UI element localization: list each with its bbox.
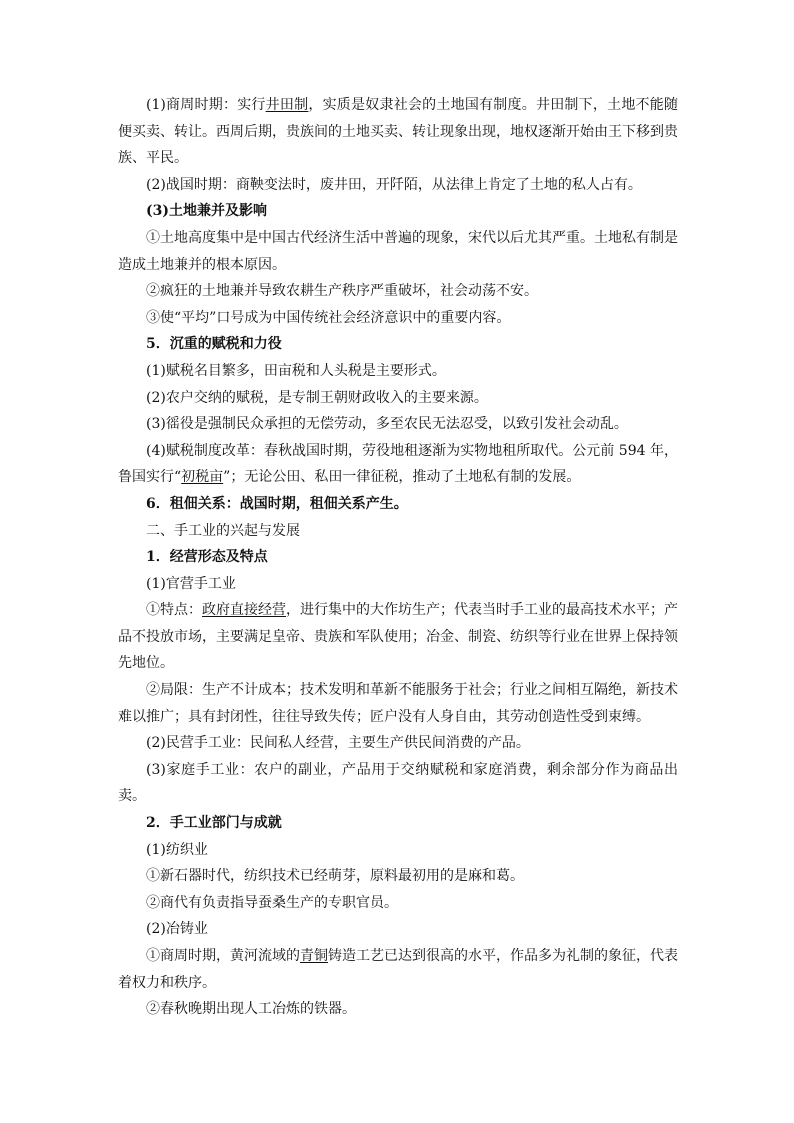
text-run: (1)赋税名目繁多，田亩税和人头税是主要形式。 <box>146 362 446 379</box>
paragraph <box>118 358 678 385</box>
text-run: ①新石器时代，纺织技术已经萌芽，原料最初用的是麻和葛。 <box>146 868 524 885</box>
paragraph <box>118 916 678 943</box>
paragraph <box>118 92 678 172</box>
text-run: (3)土地兼并及影响 <box>146 203 267 220</box>
text-run: (2)战国时期：商鞅变法时，废井田，开阡陌，从法律上肯定了土地的私人占有。 <box>146 176 642 193</box>
text-run: ②疯狂的土地兼并导致农耕生产秩序严重破坏，社会动荡不安。 <box>146 283 538 300</box>
underlined-term: 青铜 <box>300 948 328 964</box>
underlined-term: 政府直接经营 <box>202 602 286 619</box>
text-run: ③使“平均”口号成为中国传统社会经济意识中的重要内容。 <box>146 309 511 326</box>
text-run: 6．租佃关系：战国时期，租佃关系产生。 <box>146 495 408 512</box>
paragraph <box>118 278 678 305</box>
text-run: ①土地高度集中是中国古代经济生活中普遍的现象，宋代以后尤其严重。土地私有制是造成土地兼并的根本原因。 <box>118 229 678 273</box>
paragraph <box>118 597 678 677</box>
text-run: 2．手工业部门与成就 <box>146 815 282 832</box>
paragraph <box>118 305 678 332</box>
paragraph <box>118 730 678 757</box>
text-run: ，实质是奴隶社会的土地国有制度。井田制下，土地不能随便买卖、转让。西周后期，贵族间的土地买卖、转让现象出现，地权逐渐开始由王下移到贵族、平民。 <box>118 97 679 167</box>
text-run: ”；无论公田、私田一律征税，推动了土地私有制的发展。 <box>223 469 581 486</box>
paragraph <box>118 571 678 598</box>
paragraph <box>118 677 678 730</box>
text-run: ①商周时期，黄河流域的 <box>146 948 300 964</box>
underlined-term: 井田制 <box>265 97 309 113</box>
text-run: (4)赋税制度改革：春秋战国时期，劳役地租逐渐为实物地租所取代。公元前 594 年，鲁国实行“ <box>118 442 678 486</box>
text-run: 铸造工艺已达到很高的水平，作品多为礼制的象征，代表着权力和秩序。 <box>118 948 678 991</box>
text-run: ①特点： <box>146 602 202 619</box>
paragraph <box>118 837 678 864</box>
text-run: (2)民营手工业：民间私人经营，主要生产供民间消费的产品。 <box>146 735 530 752</box>
text-run: 1．经营形态及特点 <box>146 549 268 566</box>
paragraph <box>118 385 678 412</box>
paragraph <box>118 863 678 890</box>
text-run: ，进行集中的大作坊生产；代表当时手工业的最高技术水平；产品不投放市场，主要满足皇帝、贵族和军队使用；冶金、制瓷、纺织等行业在世界上保持领先地位。 <box>118 602 678 672</box>
text-run: (1)纺织业 <box>146 841 208 858</box>
paragraph <box>118 491 678 518</box>
paragraph <box>118 810 678 837</box>
text-run: ②春秋晚期出现人工冶炼的铁器。 <box>146 1001 356 1018</box>
text-run: (3)家庭手工业：农户的副业，产品用于交纳赋税和家庭消费，剩余部分作为商品出卖。 <box>118 761 678 805</box>
text-run: (2)冶铸业 <box>146 921 208 938</box>
paragraph <box>118 757 678 810</box>
paragraph <box>118 225 678 278</box>
paragraph <box>118 172 678 199</box>
paragraph <box>118 438 678 491</box>
text-run: (2)农户交纳的赋税，是专制王朝财政收入的主要来源。 <box>146 389 488 406</box>
text-run: (1)商周时期：实行 <box>146 97 266 113</box>
paragraph <box>118 198 678 225</box>
text-run: ②商代有负责指导蚕桑生产的专职官员。 <box>146 894 398 911</box>
document-body <box>118 92 678 1023</box>
paragraph <box>118 943 678 996</box>
text-run: ②局限：生产不计成本；技术发明和革新不能服务于社会；行业之间相互隔绝，新技术难以推广；具有封闭性，往往导致失传；匠户没有人身自由，其劳动创造性受到束缚。 <box>118 682 678 725</box>
paragraph <box>118 331 678 358</box>
text-run: (3)徭役是强制民众承担的无偿劳动，多至农民无法忍受，以致引发社会动乱。 <box>146 416 628 433</box>
text-run: 5．沉重的赋税和力役 <box>146 336 282 353</box>
paragraph <box>118 890 678 917</box>
paragraph <box>118 411 678 438</box>
paragraph <box>118 544 678 571</box>
text-run: (1)官营手工业 <box>146 575 236 592</box>
text-run: 二、手工业的兴起与发展 <box>146 522 300 539</box>
underlined-term: 初税亩 <box>181 469 224 486</box>
paragraph <box>118 996 678 1023</box>
paragraph <box>118 518 678 545</box>
